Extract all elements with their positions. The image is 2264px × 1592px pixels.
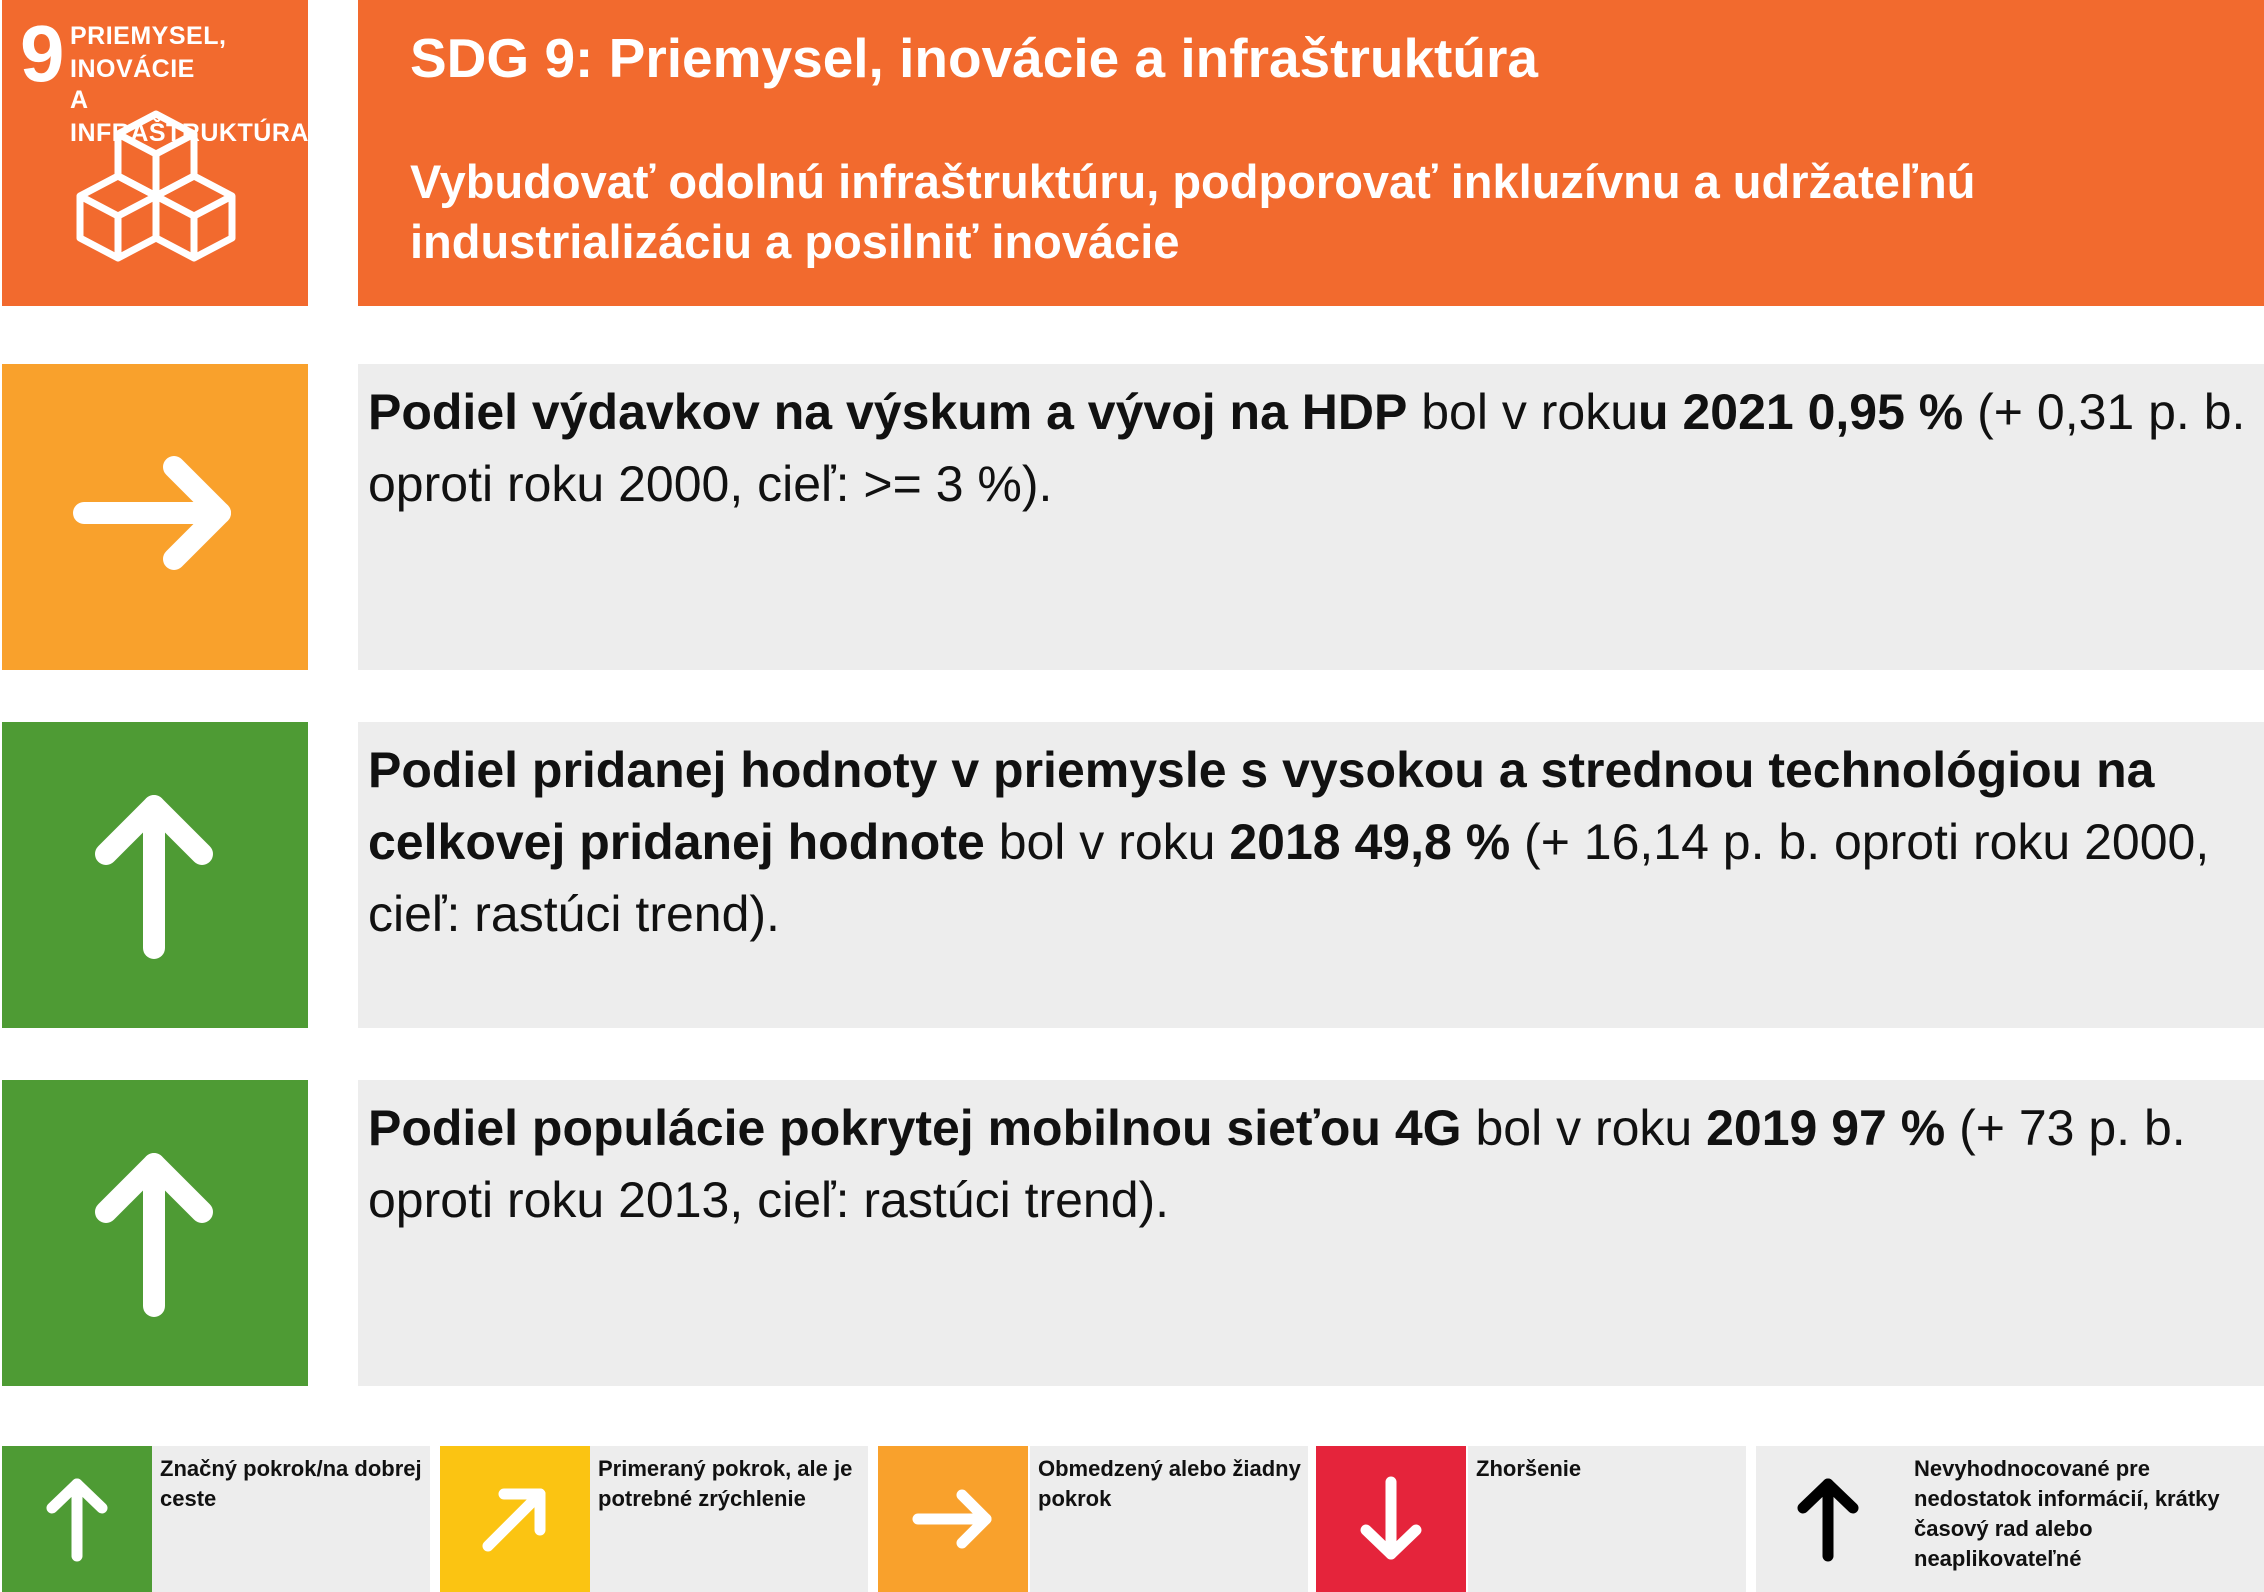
legend-label: Obmedzený alebo žiadny pokrok <box>1038 1456 1301 1511</box>
goal-title: SDG 9: Priemysel, inovácie a infraštruktúra <box>410 27 1538 89</box>
legend-item-limited-progress <box>1030 1446 1308 1592</box>
legend-item-not-evaluated <box>1906 1446 2264 1592</box>
legend-item-moderate-progress-icon <box>440 1446 590 1592</box>
indicator-text <box>368 376 2258 520</box>
legend-item-not-evaluated-icon <box>1756 1446 1906 1592</box>
goal-number: 9 <box>20 9 65 98</box>
indicator-text <box>368 734 2258 950</box>
indicator-name: Podiel pridanej hodnoty v priemysle s vysokou a strednou technológiou na celkovej pridanej hodnote <box>368 742 2155 870</box>
indicator-panel <box>358 1080 2264 1386</box>
indicator-value: u 2021 0,95 % <box>1638 384 1964 440</box>
indicator-mid-text: bol v roku <box>1461 1100 1707 1156</box>
arrow-down-icon <box>1316 1446 1466 1592</box>
legend-item-deterioration <box>1468 1446 1746 1592</box>
indicator-text <box>368 1092 2258 1236</box>
arrow-up-icon <box>2 1446 152 1592</box>
indicator-detail: (+ 73 p. b. oproti roku 2013, cieľ: rastúci trend). <box>368 1100 2186 1228</box>
legend-item-significant-progress <box>152 1446 430 1592</box>
legend-item-significant-progress-icon <box>2 1446 152 1592</box>
indicator-value: 2019 97 % <box>1706 1100 1946 1156</box>
legend-label: Primeraný pokrok, ale je potrebné zrýchlenie <box>598 1456 853 1511</box>
indicator-detail: (+ 0,31 p. b. oproti roku 2000, cieľ: >= 3 %). <box>368 384 2246 512</box>
legend-label: Značný pokrok/na dobrej ceste <box>160 1456 422 1511</box>
status-tile-limited-progress <box>2 364 308 670</box>
goal-subtitle: Vybudovať odolnú infraštruktúru, podporovať inkluzívnu a udržateľnú industrializáciu a posilniť inovácie <box>410 155 1976 268</box>
arrow-up-black-icon <box>1756 1446 1906 1592</box>
legend-item-moderate-progress <box>590 1446 868 1592</box>
indicator-detail: (+ 16,14 p. b. oproti roku 2000, cieľ: rastúci trend). <box>368 814 2210 942</box>
indicator-panel <box>358 722 2264 1028</box>
indicator-value: 2018 49,8 % <box>1229 814 1511 870</box>
goal-short-title-line2: A INFRAŠTRUKTÚRA <box>70 86 309 147</box>
indicator-panel <box>358 364 2264 670</box>
legend-label: Nevyhodnocované pre nedostatok informácií, krátky časový rad alebo neaplikovateľné <box>1914 1456 2220 1571</box>
indicator-mid-text: bol v roku <box>1407 384 1639 440</box>
sdg9-logo <box>2 0 308 306</box>
stacked-cubes-icon <box>66 110 246 278</box>
arrow-right-icon <box>2 364 308 670</box>
arrow-up-icon <box>2 1080 308 1386</box>
legend-item-deterioration-icon <box>1316 1446 1466 1592</box>
status-tile-significant-progress <box>2 1080 308 1386</box>
goal-short-title-line1: PRIEMYSEL, INOVÁCIE <box>70 22 227 83</box>
indicator-name: Podiel populácie pokrytej mobilnou sieťou 4G <box>368 1100 1462 1156</box>
arrow-up-icon <box>2 722 308 1028</box>
arrow-right-icon <box>878 1446 1028 1592</box>
indicator-name: Podiel výdavkov na výskum a vývoj na HDP <box>368 384 1408 440</box>
goal-header-banner <box>358 0 2264 306</box>
indicator-mid-text: bol v roku <box>984 814 1230 870</box>
arrow-up-right-icon <box>440 1446 590 1592</box>
status-tile-significant-progress <box>2 722 308 1028</box>
legend-label: Zhoršenie <box>1476 1456 1582 1481</box>
legend-item-limited-progress-icon <box>878 1446 1028 1592</box>
